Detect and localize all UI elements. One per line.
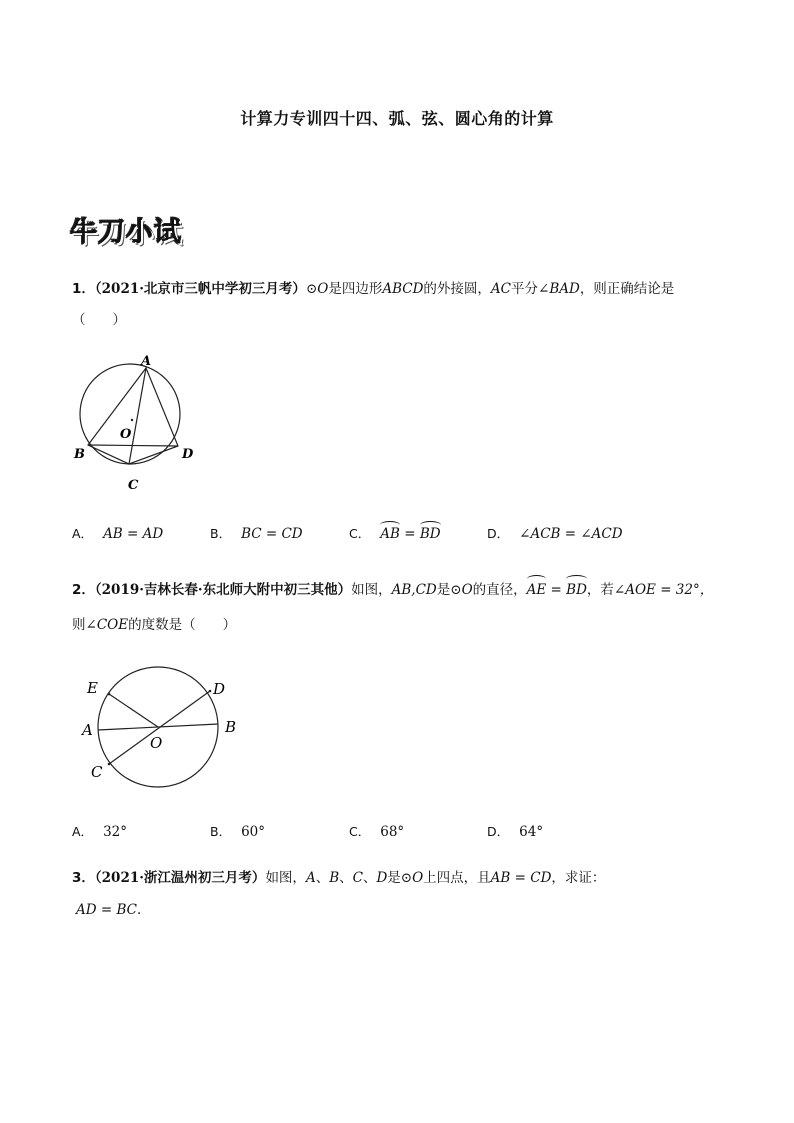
option-text: 64°: [519, 824, 544, 840]
stem-text: 、: [315, 870, 330, 886]
math-var: AB,CD: [391, 582, 437, 598]
stem-text: ．: [136, 902, 151, 918]
question-2-stem: [72, 580, 713, 600]
math-var: = 32°，: [655, 582, 714, 598]
math-var: =: [546, 582, 567, 598]
label-o: O: [150, 734, 163, 752]
option-d[interactable]: [487, 822, 543, 840]
question-1-figure: [66, 348, 206, 496]
option-letter: D．: [487, 824, 510, 839]
label-e: E: [87, 679, 98, 697]
question-1-stem: [72, 279, 674, 299]
option-b[interactable]: [210, 822, 265, 840]
option-letter: B．: [210, 526, 232, 541]
label-o: O: [120, 427, 132, 442]
arc-label: AE: [526, 582, 547, 598]
option-c[interactable]: [349, 822, 404, 840]
option-letter: C．: [349, 526, 371, 541]
label-b: B: [225, 718, 237, 736]
question-number: 1．: [72, 281, 95, 297]
option-letter: A．: [72, 824, 94, 839]
option-text: =: [399, 526, 420, 542]
math-var: O: [461, 582, 473, 598]
center-point: [131, 419, 133, 421]
math-var: C: [352, 870, 363, 886]
label-c: C: [91, 763, 103, 781]
math-var: ABCD: [382, 281, 424, 297]
question-3-line2: [76, 900, 150, 920]
math-var: AOE: [625, 582, 656, 598]
page-title: 计算力专训四十四、弧、弦、圆心角的计算: [240, 109, 554, 128]
math-var: COE: [96, 617, 129, 633]
point-c: [108, 763, 111, 766]
stem-text: 的外接圆，: [423, 281, 491, 297]
question-1-blank: （ ）: [72, 312, 126, 328]
question-number: 2．: [72, 582, 95, 598]
option-letter: B．: [210, 824, 232, 839]
stem-text: 的度数是（ ）: [128, 617, 237, 633]
option-text: 68°: [380, 824, 405, 840]
stem-text: 、: [362, 870, 377, 886]
section-title: 牛刀小试: [70, 217, 182, 248]
math-var: A: [305, 870, 316, 886]
label-d: D: [213, 680, 226, 698]
question-number: 3．: [72, 870, 95, 886]
label-a: A: [82, 721, 93, 739]
question-source: （2021·浙江温州初三月考）: [94, 870, 266, 886]
math-var: O: [317, 281, 329, 297]
chord-ac: [129, 368, 146, 464]
question-2-line2: [72, 615, 236, 635]
stem-text: ，求证：: [551, 870, 606, 886]
question-2-figure: [76, 664, 256, 788]
label-d: D: [182, 447, 194, 462]
stem-text: 平分∠: [511, 281, 550, 297]
question-3-stem: [72, 868, 605, 888]
stem-text: 则∠: [72, 617, 97, 633]
option-b[interactable]: [210, 524, 303, 542]
label-c: C: [128, 478, 139, 493]
stem-text: 、: [339, 870, 353, 886]
math-var: AD = BC: [76, 902, 137, 918]
chord-bd: [88, 445, 178, 446]
stem-text: ，若∠: [586, 582, 626, 598]
option-letter: C．: [349, 824, 371, 839]
stem-text: 如图，: [265, 870, 306, 886]
option-a[interactable]: [72, 524, 163, 542]
option-text: AB = AD: [103, 526, 164, 542]
label-b: B: [74, 447, 85, 462]
arc-label: AB: [380, 526, 400, 542]
option-text: 60°: [241, 824, 266, 840]
question-source: （2019·吉林长春·东北师大附中初三其他）: [94, 582, 352, 598]
question-source: （2021·北京市三帆中学初三月考）: [94, 281, 306, 297]
arc-label: BD: [566, 582, 587, 598]
radius-oe: [109, 694, 158, 727]
stem-text: ，则正确结论是: [579, 281, 675, 297]
option-text: ∠ACB = ∠ACD: [519, 526, 623, 542]
stem-text: 上四点，且: [423, 870, 491, 886]
option-a[interactable]: [72, 822, 127, 840]
option-d[interactable]: [487, 524, 623, 542]
math-var: B: [329, 870, 340, 886]
label-a: A: [141, 354, 152, 369]
point-d: [209, 690, 212, 693]
stem-text: 是⊙: [387, 870, 413, 886]
stem-text: 是⊙: [436, 582, 462, 598]
math-var: D: [376, 870, 388, 886]
math-var: BAD: [549, 281, 580, 297]
stem-text: 如图，: [351, 582, 392, 598]
option-c[interactable]: [349, 524, 441, 542]
option-text: 32°: [103, 824, 127, 840]
option-letter: A．: [72, 526, 94, 541]
math-var: O: [412, 870, 424, 886]
diameter-cd: [109, 691, 210, 764]
arc-label: BD: [419, 526, 441, 542]
stem-text: 的直径，: [472, 582, 527, 598]
math-var: AB = CD: [490, 870, 552, 886]
circle-symbol: ⊙: [305, 281, 318, 297]
option-letter: D．: [487, 526, 510, 541]
point-e: [108, 693, 111, 696]
math-var: AC: [490, 281, 511, 297]
option-text: BC = CD: [241, 526, 303, 542]
stem-text: 是四边形: [328, 281, 383, 297]
